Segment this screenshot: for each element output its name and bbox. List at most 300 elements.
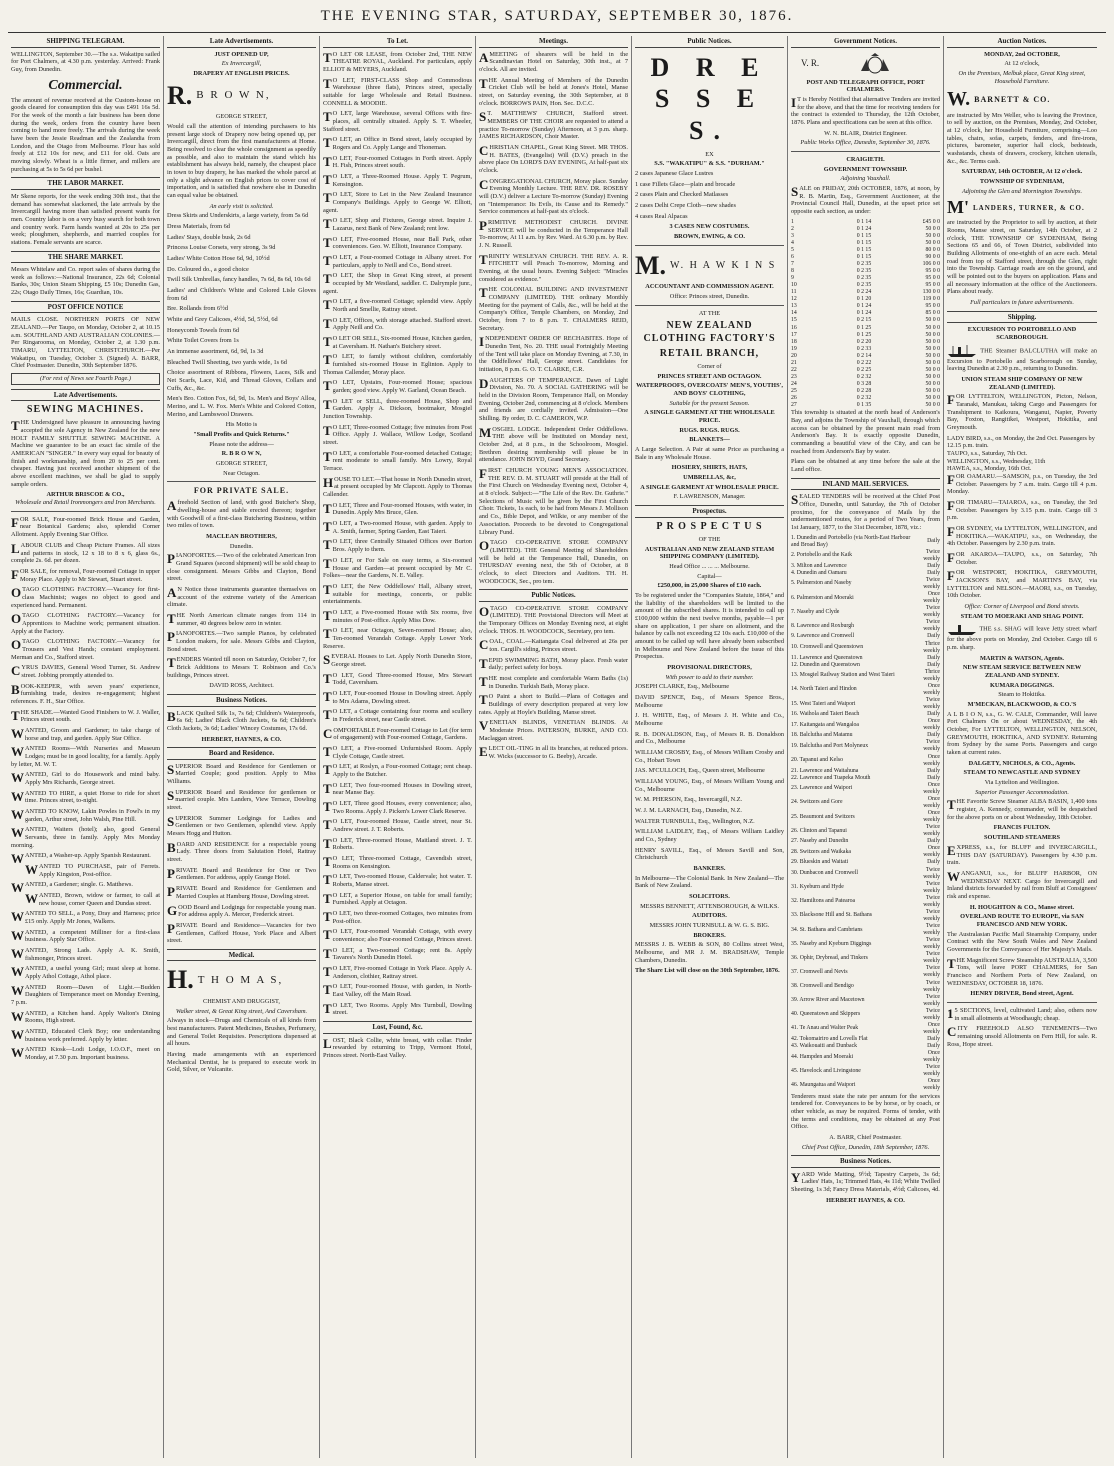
route-row	[791, 775, 940, 782]
news-note: (For rest of News see Fourth Page.)	[11, 373, 160, 385]
route-row-cell: Thrice weekly	[923, 640, 940, 654]
route-row-cell: 17. Kaitangata and Wangaloa	[791, 721, 859, 728]
to-let-ad: TO LET, to family without children, comfortably furnished six-roomed House in Eglinton. Apply to Thomas Callender, Moray place.	[323, 352, 472, 376]
union-heading: UNION STEAM SHIP COMPANY OF NEW ZEALAND (LIMITED).	[961, 375, 1083, 391]
thomas-initial: H.	[167, 965, 194, 995]
to-let-ad: TO LET, Four-roomed House, Castle street, near St. Andrew street. J. T. Roberts.	[323, 817, 472, 833]
route-row	[791, 535, 940, 549]
section-row-cell: 0 2 32	[856, 373, 872, 380]
route-row-cell: 33. Blacksone Hill and St. Bathans	[791, 912, 872, 919]
barnett-initial: W.	[947, 88, 971, 111]
small-ad: OTAGO CLOTHING FACTORY.—Vacancy for Trousers and Vest Hands; constant employment. Merman and Co., Stafford street.	[11, 637, 160, 661]
public-notice: VENETIAN BLINDS, VENETIAN BLINDS. At Moderate Prices. PATERSON, BURKE, AND CO. Maclaggan street.	[479, 718, 628, 742]
section-row-cell: 0 1 20	[856, 296, 872, 303]
route-row-cell: Twice weekly	[923, 697, 940, 711]
directors-heading: PROVISIONAL DIRECTORS,	[667, 663, 752, 671]
section-row-cell: 22	[791, 366, 797, 373]
small-ads-list	[11, 516, 160, 1062]
public-notices-list	[479, 605, 628, 761]
route-row	[791, 1008, 940, 1022]
prospectus-heading: Prospectus.	[635, 505, 784, 518]
section-row	[791, 268, 940, 275]
hawkins-office: Office: Princes street, Dunedin.	[669, 293, 750, 301]
monday-date: MONDAY, 2nd OCTOBER,	[984, 50, 1060, 58]
section-row-cell: 8	[791, 268, 794, 275]
meeting-notice: CONGREGATIONAL CHURCH, Moray place. Sunday Evening Monthly Lecture. THE REV. DR. ROSEBY will (D.V.) deliver a Lecture To-morrow (Sunday) Evening on "Intemperance: Its Evils, its Cause and its Remedy." Service commences at half-past six o'clock.	[479, 176, 628, 216]
column-1	[8, 36, 164, 1458]
meetings-heading: Meetings.	[479, 36, 628, 48]
express-text: EXPRESS, s.s., for BLUFF and INVERCARGILL, THIS DAY (SATURDAY). Passengers by 4.30 p.m. train.	[947, 842, 1097, 867]
private-sale-text: Afreehold Section of land, with good Butcher's Shop, dwelling-house and stable erected thereon; together with Goodwill of a first-class Butchering Business, within two miles of town.	[167, 498, 316, 530]
route-row-cell: Daily	[927, 838, 940, 845]
section-row	[791, 353, 940, 360]
route-row-cell: Daily	[927, 1043, 940, 1050]
meeting-notice: OTAGO CO-OPERATIVE STORE COMPANY (LIMITED). THE General Meeting of Shareholders will be held at the Temperance Hall, Dunedin, on THURSDAY evening next, the 5th of October, at 8 o'clock, to elect Directors and Auditors. TH. H. WOODCOCK, Sec., pro tem.	[479, 538, 628, 585]
route-row-cell: Twice weekly	[923, 866, 940, 880]
small-ad: WANTED Room—Dawn of Light.—Budden Daughters of Temperance meet on Monday Evening, 7 p.m.	[11, 982, 160, 1007]
route-row	[791, 683, 940, 697]
section-row	[791, 254, 940, 261]
dresses-title: D R E S S E S.	[650, 52, 769, 145]
landers-header	[947, 197, 1097, 219]
to-let-ad: TO LET, Two four-roomed Houses in Dowling street, near Manse Bay.	[323, 780, 472, 797]
address-line-1: R. B R O W N,	[221, 450, 262, 458]
route-row	[791, 619, 940, 633]
director-line: W. M. PHERSON, Esq., Invercargill, N.Z.	[635, 796, 743, 804]
small-ad: WANTED, Girl to do Housework and mind baby. Apply Mrs Richards, George street.	[11, 770, 160, 786]
auction-heading: Auction Notices.	[947, 36, 1097, 48]
martin-watson: MARTIN & WATSON, Agents.	[979, 654, 1065, 662]
section-row-cell: 16	[791, 324, 797, 331]
route-row	[791, 895, 940, 909]
route-row-cell: 24. Switzers and Gore	[791, 799, 843, 806]
route-row-cell: 26. Clinton and Tapanui	[791, 827, 847, 834]
director-line: JOSEPH CLARKE, Esq., Melbourne	[635, 683, 730, 691]
route-row-cell: Twice weekly	[923, 951, 940, 965]
route-row-cell: Once weekly	[923, 682, 940, 696]
route-row-cell: Daily	[927, 732, 940, 739]
route-row	[791, 937, 940, 951]
manager: F. LAWRENSON, Manager.	[673, 493, 746, 501]
motto: "Small Profits and Quick Returns."	[193, 431, 290, 439]
section-row-cell: 90 0 0	[925, 253, 940, 260]
section-row-cell: 0 3 28	[856, 381, 872, 388]
route-row-cell: Thrice weekly	[923, 668, 940, 682]
route-row	[791, 980, 940, 994]
motto-lead: His Motto is	[225, 421, 258, 429]
route-row-cell: Daily	[927, 711, 940, 718]
choice-text: Choice assortment of Ribbons, Flowers, Laces, Silk and Net Scarfs, Lace, Kid, and Thread Gloves, Collars and Cuffs, &c., &c.	[167, 369, 316, 392]
section-row-cell: 21	[791, 359, 797, 366]
route-row-cell: 40. Queenstown and Skippers	[791, 1011, 861, 1018]
route-row-cell: Twice weekly	[923, 979, 940, 993]
tender-date: Chief Post Office, Dunedin, 18th September, 1876.	[801, 1143, 930, 1151]
section-row-cell: 18	[791, 338, 797, 345]
route-row-cell: 16. Waihola and Taieri Beach	[791, 711, 860, 718]
post-office-signature: W. N. BLAIR, District Engineer.	[824, 129, 907, 137]
to-let-ad: TO LET, the New Oddfellows' Hall, Albany street, suitable for meetings, concerts, or public entertainments.	[323, 581, 472, 606]
column-7	[944, 36, 1100, 1458]
price-line: Dress Materials, from 6d	[167, 223, 230, 230]
landers-initial: M'	[947, 197, 969, 218]
tenders-signature: DAVID ROSS, Architect.	[209, 682, 274, 690]
board-ad: BOARD AND RESIDENCE for a respectable young Lady. Three doors from Salutation Hotel, Rattray street.	[167, 839, 316, 864]
section-row-cell: 0 1 24	[856, 225, 872, 232]
section-row-cell: 14	[791, 310, 797, 317]
route-row	[791, 1078, 940, 1092]
route-row-cell: Twice weekly	[923, 993, 940, 1007]
section-row-cell: 12	[791, 296, 797, 303]
route-row-cell: Twice weekly	[923, 937, 940, 951]
section-row-cell: 1	[791, 218, 794, 225]
business-text: BLACK Quilted Silk 1s, 7s 6d; Children's Waterproofs, 6s 6d; Ladies' Black Cloth Jackets, 6s 6d; Children's Cloth Jackets, 3s 6d; Ladies' Wincey Costumes, 17s 6d.	[167, 708, 316, 732]
landers-name: LANDERS, TURNER, & CO.	[973, 204, 1085, 213]
haynes-signature: HERBERT, HAYNES, & CO.	[201, 735, 282, 743]
routes-table	[791, 535, 940, 1093]
route-row	[791, 577, 940, 591]
post-office-date: Public Works Office, Dunedin, September 30, 1876.	[800, 139, 931, 147]
section-row	[791, 282, 940, 289]
route-row-cell: 21. Lawrence and Waitahuna	[791, 767, 859, 774]
section-row-cell: 4	[791, 239, 794, 246]
lost-found-heading: Lost, Found, &c.	[323, 1021, 472, 1034]
retail-branch: RETAIL BRANCH,	[659, 347, 760, 359]
section-row-cell: 119 0 0	[922, 296, 940, 303]
hawkins-initial: M.	[635, 250, 667, 280]
route-row	[791, 859, 940, 866]
to-let-ad: TO LET, Four-roomed Verandah Cottage, with every convenience; also Four-roomed Cottage, Princes street.	[323, 927, 472, 944]
route-row-cell: 20. Tapanui and Kelso	[791, 757, 843, 764]
price-line: Ladies' White Cotton Hose 6d, 9d, 10½d	[167, 255, 270, 263]
please-note: Please note the address—	[209, 440, 274, 448]
overland-heading: OVERLAND ROUTE TO EUROPE, via SAN FRANCISCO AND NEW YORK.	[960, 913, 1084, 928]
public-notice: COAL, COAL.—Kaitangata Coal delivered at 26s per ton. Cargill's siding, Princes street.	[479, 637, 628, 654]
small-ad: THE SHADE.—Wanted Good Finishers to W. J. Waller, Princes street south.	[11, 707, 160, 724]
price-line: Princess Louise Corsets, very strong, 3s 9d	[167, 244, 276, 252]
section-row-cell: 0 2 15	[856, 317, 872, 324]
houghton-signature: H. HOUGHTON & CO., Manse street.	[969, 903, 1075, 911]
route-row	[791, 697, 940, 711]
route-row-cell: 42. Tokomairiro and Lovells Flat	[791, 1036, 868, 1042]
blankets: BLANKETS—	[689, 436, 730, 444]
price-line: Bleached Twill Sheeting, two yards wide, 1s 6d	[167, 358, 287, 366]
route-row	[791, 810, 940, 824]
route-row-cell: 23. Lawrence and Waipori	[791, 785, 853, 792]
meeting-notice: TRINITY WESLEYAN CHURCH. THE REV. A. R. FITCHETT will Preach To-morrow, Morning and Evening, at the usual hours. Evening Subject: "Miracles considered as evidence."	[479, 251, 628, 283]
route-row-cell: Daily	[927, 538, 940, 545]
section-row-cell: 50 0 0	[925, 381, 940, 388]
to-let-ad: TO LET, Shop and Fixtures, George street. Inquire J. Lazarus, next Bank of New Zealand; rent low.	[323, 216, 472, 232]
mail-heading: INLAND MAIL SERVICES.	[791, 478, 940, 491]
princes-octagon: PRINCES STREET AND OCTAGON.	[657, 372, 762, 380]
masthead-rule	[8, 32, 1106, 33]
section-row	[791, 219, 940, 226]
capital-label: Capital—	[697, 572, 722, 580]
route-row-cell: Twice weekly	[923, 1007, 940, 1021]
brown-text: Would call the attention of intending purchasers to his present large stock of Drapery now being opened up, per Invercargill, direct from the first manufacturers at Home. Being resolved to clear the whole consignment as speedily as possible, and also to maintain the stand which his establishment has always held, namely, the cheapest place in town to buy drapery, he has marked the whole parcel at only a slight advance on English prices to cover cost of importation, and is satisfied that nowhere else in Dunedin can equal value be obtained.	[167, 122, 316, 199]
to-let-ad: TO LET, Three good Houses, every convenience; also, Two Rooms. Apply J. Picken's Lower Clark Reserve.	[323, 798, 472, 815]
steam-hokitika: Steam to Hokitika.	[998, 691, 1046, 699]
driver-signature: HENRY DRIVER, Bond street, Agent.	[970, 990, 1074, 998]
westport-sailing: FOR WESTPORT, HOKITIKA, GREYMOUTH, JACKSON'S BAY, and MARTIN'S BAY, via LYTTELTON and NELSON.—MAORI, s.s., on Tuesday, 10th October.	[947, 568, 1097, 600]
hosiery: HOSIERY, SHIRTS, HATS,	[671, 464, 748, 472]
excursion-heading: EXCURSION TO PORTOBELLO AND SCARBOROUGH.	[967, 326, 1077, 341]
section-row-cell: 13	[791, 303, 797, 310]
route-row	[791, 739, 940, 753]
small-ad: WANTED, Groom and Gardener; to take charge of horse and trap, and garden. Apply Star Office.	[11, 725, 160, 742]
public-notice: ELECT OIL-TING in all its branches, at reduced prices. W. Wicks (successor to G. Beeby), Arcade.	[479, 744, 628, 761]
section-row-cell: £45 0 0	[922, 218, 940, 225]
section-row-cell: 50 0 0	[925, 338, 940, 345]
premises: On the Premises, Melbuk place, Great King street, Household Furniture.	[958, 69, 1086, 85]
board-ad: SUPERIOR Summer Lodgings for Ladies and Gentlemen or two Gentlemen, splendid view. Apply Messrs Hogg and Hutton.	[167, 813, 316, 838]
brown-initial: R.	[167, 80, 193, 110]
route-row-cell: Once weekly	[923, 845, 940, 859]
board-ad: SUPERIOR Board and Residence for gentlemen or married couple. Mrs Landers, View Terrace, Dowling street.	[167, 787, 316, 812]
route-row	[791, 732, 940, 739]
section-row-cell: 50 0 0	[925, 232, 940, 239]
section-row-cell: 10	[791, 282, 797, 289]
to-let-ad: TO LET, or For Sale on easy terms, a Six-roomed House and Garden—at present occupied by Mr C. Folkes—near the Gardens, N. E. Valley.	[323, 555, 472, 580]
route-row-cell: Once weekly	[923, 781, 940, 795]
head-office: Head Office ... ... ... Melbourne.	[669, 562, 750, 570]
section-row	[791, 261, 940, 268]
section-row-cell: 9	[791, 275, 794, 282]
route-row-cell: Daily	[927, 767, 940, 774]
to-let-ad: TO LET, Three-roomed House, Maitland street. J. T. Roberts.	[323, 835, 472, 852]
section-row-cell: 0 1 15	[856, 232, 872, 239]
section-row	[791, 395, 940, 402]
section-row-cell: 0 2 32	[856, 395, 872, 402]
route-row-cell: Once weekly	[923, 795, 940, 809]
route-row-cell: 34. St. Bathans and Cambrians	[791, 926, 863, 933]
small-ad: WANTED, a useful young Girl; must sleep at home. Apply Athol Cottage, Athol place.	[11, 964, 160, 981]
section-row	[791, 360, 940, 367]
route-row	[791, 633, 940, 640]
company-name: AUSTRALIAN AND NEW ZEALAND STEAM SHIPPING COMPANY (LIMITED).	[644, 545, 775, 561]
sydney-sailing: FOR SYDNEY, via LYTTELTON, WELLINGTON, and HOKITIKA.—WAKATIPU, s.s., on Wednesday, the 4th October. Passengers by 2.30 p.m. train.	[947, 523, 1097, 548]
meeting-notice: INDEPENDENT ORDER OF RECHABITES. Hope of Dunedin Tent, No. 20. THE usual Fortnightly Meeting of the Tent will take place on Monday Evening, at 7.30, in the Oddfellows' Hall, George street. Candidates for initiation, 8 p.m. G. O. T. CLARKE, C.R.	[479, 334, 628, 374]
route-row-cell: 19. Balclutha and Port Molyneux	[791, 742, 869, 749]
section-row-cell: 0 1 24	[856, 310, 872, 317]
to-let-ad: TO LET, Three and Four-roomed Houses, with water, in Dunedin. Apply Mrs Bruce, Glen.	[323, 500, 472, 517]
meeting-notice: FIRST CHURCH YOUNG MEN'S ASSOCIATION. THE REV. D. M. STUART will preside at the Hall of the First Church on Wednesday Evening next, October 4, at 8 o'clock. Subject:—"The Life of the Rev. Dr. Guthrie." Selections of Music will be given by the First Church Choir. Tickets, 1s each, to be had from Messrs J. Mollison and Co., Bible Depot, and Wilkie, or any member of the Association. Proceeds to be devoted to Congregational Library Fund.	[479, 466, 628, 536]
wellington-sailing: WELLINGTON, s.s., Wednesday, 11th	[947, 457, 1046, 465]
solicitors-heading: SOLICITORS.	[689, 893, 730, 901]
route-row-cell: Daily	[927, 774, 940, 781]
to-let-ad: TO LET, Two-roomed House, Caldervale; hot water. T. Roberts, Manse street.	[323, 872, 472, 889]
to-let-ad: TO LET, a Three-Roomed House. Apply T. Pegrum, Kensington.	[323, 171, 472, 188]
small-ad: BOOK-KEEPER, with seven years' experience, furnishing trade, desires re-engagement; highest references. F. H., Star Office.	[11, 681, 160, 705]
route-row	[791, 1043, 940, 1050]
route-row	[791, 994, 940, 1008]
route-row-cell: Daily	[927, 562, 940, 569]
small-ad: WANTED Kiosk—Lodi Lodge, I.O.O.F., meet on Monday, at 7.30 p.m. Important business.	[11, 1045, 160, 1062]
to-let-ad: TO LET, Offices, with storage attached. Stafford street. Apply Neill and Co.	[323, 315, 472, 332]
sewing-signature: ARTHUR BRISCOE & CO.,	[46, 491, 125, 499]
case-line: 2 cases Delhi Crepe Cloth—new shades	[635, 202, 736, 210]
nz-clothing-factory: NEW ZEALAND CLOTHING FACTORY'S	[643, 320, 776, 344]
small-ad: OTAGO CLOTHING FACTORY.—Vacancy for Apprentices to Machine work; permanent situation. Apply at the Factory.	[11, 611, 160, 635]
section-row	[791, 289, 940, 296]
public-notices-heading: Public Notices.	[479, 589, 628, 602]
royal-crest-row	[791, 51, 940, 77]
auditors-text: MESSRS JOHN TURNBULL & W. G. S. BIG.	[649, 922, 770, 930]
bankers-text: In Melbourne—The Colonial Bank. In New Zealand—The Bank of New Zealand.	[635, 874, 784, 890]
dresses-cases-list	[635, 170, 784, 220]
section-row-cell: 23	[791, 373, 797, 380]
section-row-cell: 0 1 24	[856, 303, 872, 310]
directors-list	[635, 683, 784, 862]
to-let-ad: TO LET, FIRST-CLASS Shop and Commodious Warehouse (three flats), Princes street, specially suitable for large Wholesale and Retail Business. CONNELL & MOODIE.	[323, 75, 472, 107]
business-heading: Business Notices.	[167, 694, 316, 707]
route-row	[791, 570, 940, 577]
piano-notice-1: PIANOFORTES.—Two of the celebrated American Iron Grand Squares (second shipment) will be sold cheap to close consignment. Messrs Gibbs and Clayton, Bond street.	[167, 551, 316, 583]
steamship-icon	[947, 344, 977, 358]
small-ad: WANTED, Brown, widow or farmer, to call at new house, corner Queen and Dundas street.	[25, 891, 160, 907]
page-columns	[8, 36, 1106, 1458]
section-row-cell: 0 1 15	[856, 239, 872, 246]
australia-text: THE Magnificent Screw Steamship AUSTRALIA, 3,500 Tons, will leave PORT CHALMERS, for San Francisco and Northern Ports of New Zealand, on WEDNESDAY, OCTOBER 18, 1876.	[947, 955, 1097, 987]
section-row-cell: 0 1 15	[856, 253, 872, 260]
overland-text: The Australasian Pacific Mail Steamship Company, under Contract with the New South Wales and New Zealand Governments for the Conveyance of Her Majesty's Mails.	[947, 930, 1097, 953]
price-line: Bre. Rollands from 6½d	[167, 305, 229, 313]
post-office-text: MAILS CLOSE. NORTHERN PORTS OF NEW ZEALAND.—Per Taupo, on Monday, October 2, at 10.15 a.m. SOUTHLAND AND AUSTRALIAN COLONIES.—Per Ringarooma, on Monday, October 2, at 1.30 p.m. TIMARU, LYTTELTON, CHRISTCHURCH.—Per Wakatipu, on Tuesday, October 3. (Signed) A. BARR, Chief Postmaster. Dunedin, 30th September 1876.	[11, 316, 160, 370]
section-row	[791, 325, 940, 332]
route-row-cell: Daily	[927, 633, 940, 640]
director-line: WILLIAM LAIDLEY, Esq., of Messrs William Laidley and Co., Sydney	[635, 828, 784, 843]
small-ad: OTAGO CLOTHING FACTORY.—Vacancy for first-class Machinist; wages no object to good and experienced hand. Permanent.	[11, 585, 160, 609]
share-heading: THE SHARE MARKET.	[11, 251, 160, 264]
section-row-cell: 95 0 0	[925, 303, 940, 310]
section-row	[791, 381, 940, 388]
meeting-notice: THE COLONIAL BUILDING AND INVESTMENT COMPANY (LIMITED). THE ordinary Monthly Meeting for the payment of Calls, &c., will be held at the Company's Office, Temple Chambers, on Monday, 2nd October, from 7 to 8 p.m. T. CHALMERS REID, Secretary.	[479, 285, 628, 332]
vr-mark: V. R.	[801, 58, 820, 69]
route-row-cell: 11. Lawrence and Queenstown	[791, 654, 863, 661]
section-row	[791, 247, 940, 254]
public-notices-heading: Public Notices.	[635, 36, 784, 48]
route-row-cell: Once weekly	[923, 591, 940, 605]
to-let-ad: TO LET, large Warehouse, several Offices with fire-places, all centrally situated. Apply S. T. Wheeler, Stafford street.	[323, 109, 472, 133]
auditors-heading: AUDITORS.	[692, 912, 727, 920]
late-ads-heading: Late Advertisements.	[167, 36, 316, 48]
route-row-cell: 32. Hamiltons and Patearoa	[791, 898, 856, 905]
section-row-cell: 0 2 22	[856, 359, 872, 366]
price-line: Dress Skirts and Underskirts, a large variety, from 5s 6d	[167, 212, 309, 220]
board-ad: PRIVATE Board and Residence for Gentlemen and Married Couples at Hamburg House, Dowling street.	[167, 884, 316, 900]
section-row-cell: 106 0 0	[922, 260, 940, 267]
to-let-ad: TO LET OR LEASE, from October 2nd, THE NEW THEATRE ROYAL, Auckland. For particulars, apply ELLIOT & MEYERS, Auckland.	[323, 49, 472, 73]
union-text: FOR LYTTELTON, WELLINGTON, Picton, Nelson, Taranaki, Manukau, taking Cargo and Passengers for Transhipment to Kaikoura, Wanganui, Napier, Poverty Bay, Foxton, Rangitikei, Westport, Hokitika, and Greymouth.	[947, 392, 1097, 431]
route-row	[791, 838, 940, 845]
freehold-text: CITY FREEHOLD ALSO TENEMENTS—Two remaining unsold Allotments on Fern Hill, for sale. R. Ross, Hope street.	[947, 1024, 1097, 1048]
adjoining: Adjoining Vauxhall.	[840, 175, 891, 183]
price-line: An immense assortment, 6d, 9d, 1s 3d	[167, 348, 264, 356]
section-row-cell: 95 0 0	[925, 282, 940, 289]
route-row-cell: 10. Cromwell and Queenstown	[791, 644, 864, 651]
address-line-2: GEORGE STREET,	[215, 460, 268, 468]
to-let-ad: TO LET, a Four-roomed Cottage in Albany street. For particulars, apply to Neill and Co., Bond street.	[323, 252, 472, 269]
section-row-cell: 0 1 35	[856, 402, 872, 409]
brown-ewing: BROWN, EWING, & CO.	[673, 233, 746, 241]
to-let-ad: SEVERAL Houses to Let. Apply North Dunedin Store, George street.	[323, 652, 472, 668]
route-row-cell: 5. Palmerston and Naseby	[791, 580, 852, 587]
meeting-notice: MOSGIEL LODGE. Independent Order Oddfellows. THE above will be Instituted on Monday next, October 2nd, at 8 p.m., in the Schoolroom, Mosgiel. Brethren desiring membership will please be in attendance. JOHN BOYD, Grand Secretary.	[479, 424, 628, 464]
divider	[791, 151, 940, 152]
column-4	[476, 36, 632, 1458]
route-row-cell: Twice weekly	[923, 923, 940, 937]
fulton-signature: FRANCIS FULTON.	[993, 824, 1051, 832]
thomas-tail: Having made arrangements with an experienced Mechanical Dentist, he is prepared to execute work in Gold, Silver, or Vulcanite.	[167, 1051, 316, 1074]
to-let-heading: To Let.	[323, 36, 472, 48]
to-let-ad: TO LET, Store to Let in the New Zealand Insurance Company's Buildings. Apply to George W. Elliott, agent.	[323, 190, 472, 214]
route-row-cell: 36. Ophir, Drybread, and Tinkers	[791, 954, 868, 961]
to-let-ad: TO LET, Five-roomed House, near Ball Park, other conveniences. Geo. W. Elliott, Insurance Company.	[323, 234, 472, 251]
price-line: Do. Coloured do., a good choice	[167, 265, 249, 273]
route-row-cell: 3. Milton and Lawrence	[791, 562, 847, 569]
section-row	[791, 275, 940, 282]
route-row-cell: 18. Balclutha and Matamu	[791, 732, 853, 739]
section-row-cell: 27	[791, 402, 797, 409]
director-line: W. J. M. LARNACH, Esq., Dunedin, N.Z.	[635, 806, 742, 814]
labor-heading: THE LABOR MARKET.	[11, 177, 160, 190]
route-row-cell: 25. Beaumont and Switzers	[791, 813, 855, 820]
share-list-note: The Share List will close on the 30th September, 1876.	[635, 967, 780, 975]
route-row-cell: Daily	[927, 654, 940, 661]
small-ad: FOR SALE, for removal, Four-roomed Cottage in upper Moray Place. Apply to Mr Stewart, Stuart street.	[11, 566, 160, 583]
shipping-heading: Shipping.	[947, 311, 1097, 324]
full-particulars: Full particulars in future advertisements.	[970, 299, 1074, 306]
george-street: GEORGE STREET,	[215, 113, 268, 121]
royal-crest-icon	[858, 53, 892, 75]
public-notice: TO Paint a short to Build.—Plans of Cottages and Buildings of every description prepared at very low rates. Apply at Hoyle's Building, Manse street.	[479, 692, 628, 716]
to-let-ad: TO LET OR SELL, Six-roomed House, Kitchen garden, at Caversham. H. Nathan's Butchery street.	[323, 334, 472, 350]
section-row-cell: 15	[791, 317, 797, 324]
to-let-ad: HOUSE TO LET.—That house in North Dunedin street, at present occupied by Mr Clapcott. Apply to Thomas Callender.	[323, 474, 472, 499]
route-row	[791, 768, 940, 775]
small-ad: WANTED, a Kitchen hand. Apply Walton's Dining Rooms, High street.	[11, 1008, 160, 1025]
small-ad: WANTED, a Washer-up. Apply Spanish Restaurant.	[11, 851, 151, 867]
brown-name: B R O W N,	[196, 88, 271, 101]
director-line: J. H. WHITE, Esq., of Messrs J. H. White and Co., Melbourne	[635, 712, 784, 727]
section-row	[791, 317, 940, 324]
to-let-ad: TO LET, Three-roomed Cottage, Cavendish street, Rooms on Kensington.	[323, 854, 472, 870]
route-row-cell: 6. Palmerston and Moeraki	[791, 594, 854, 601]
route-row	[791, 782, 940, 796]
dresses-ex: EX	[705, 150, 714, 158]
to-let-ad: TO LET, near Octagon, Seven-roomed House; also, Ten-roomed Verandah Cottage. Apply Lower York Reserve.	[323, 626, 472, 650]
route-row	[791, 711, 940, 718]
timaru-sailing: FOR TIMARU—TAIAROA, s.s., on Tuesday, the 3rd October. Passengers by 3.15 p.m. train. Cargo till 3 p.m.	[947, 497, 1097, 522]
piano-notice-2: AN Notice those instruments guarantee themselves on account of the extreme variety of the American climate.	[167, 584, 316, 609]
newcastle-heading: STEAM TO NEWCASTLE AND SYDNEY	[963, 769, 1081, 777]
section-row-cell: 0 2 20	[856, 338, 872, 345]
section-row-cell: 50 0 0	[925, 317, 940, 324]
route-row-cell: Twice weekly	[923, 605, 940, 619]
route-row	[791, 796, 940, 810]
lost-text: LOST, Black Collie, white breast, with collar. Finder rewarded by returning to Tripp, Vermont Hotel, Princes street. North-East Valley.	[323, 1035, 472, 1059]
director-line: HENRY SAVILL, Esq., of Messrs Savill and Son, Christchurch	[635, 846, 784, 862]
section-row-cell: 50 0 0	[925, 402, 940, 409]
route-row-cell: Once weekly	[923, 810, 940, 824]
case-line: 2 cases Japanese Glace Lustres	[635, 170, 714, 178]
case-line: 1 case Fillets Glace—plain and brocade	[635, 180, 736, 188]
section-row-cell: 17	[791, 331, 797, 338]
section-row-cell: 50 0 0	[925, 395, 940, 402]
yard-signature: HERBERT HAYNES, & CO.	[826, 1196, 905, 1204]
section-row-cell: 50 0 0	[925, 324, 940, 331]
route-row-cell: Twice weekly	[923, 965, 940, 979]
